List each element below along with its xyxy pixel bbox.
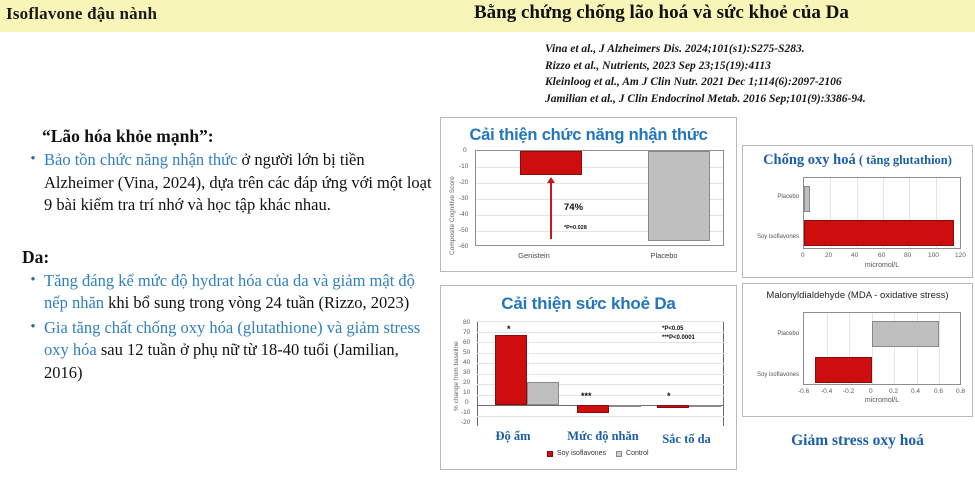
x-category-label: Genistein — [518, 251, 550, 260]
chart-title-main: Chống oxy hoá — [763, 152, 856, 168]
x-axis-label-glutathione: micromol/L — [864, 262, 900, 269]
list-item — [22, 149, 432, 217]
chart-title-sub: ( tăng glutathion) — [855, 153, 952, 167]
y-tick: 50 — [463, 349, 471, 356]
x-category-label: Mức độ nhăn — [567, 429, 639, 443]
significance-marker: *** — [581, 391, 592, 401]
y-tick: 30 — [463, 369, 471, 376]
y-tick: 80 — [463, 319, 471, 326]
y-tick: 70 — [463, 329, 471, 336]
section-heading-skin: Da: — [22, 246, 50, 267]
legend-label-control: Control — [626, 450, 649, 457]
bullet-highlight: Tăng đáng kể mức độ hydrat hóa của da và giảm mật độ nếp nhăn — [44, 270, 415, 312]
legend-swatch-soy — [547, 451, 553, 457]
x-category-label: Độ ẩm — [495, 429, 531, 443]
plot-area-glutathione — [803, 177, 961, 249]
x-tick: 80 — [904, 252, 912, 259]
x-tick: -0.6 — [798, 388, 810, 395]
section-heading-healthy-aging: “Lão hóa khỏe mạnh”: — [42, 126, 214, 146]
x-tick: 60 — [878, 252, 886, 259]
bullet-icon: • — [30, 271, 36, 288]
list-item — [22, 317, 432, 385]
bullet-rest: khi bổ sung trong vòng 24 tuần (Rizzo, 2023) — [104, 293, 410, 312]
annotation-pvalue: *P=0.028 — [564, 225, 587, 231]
bar-control-pigment — [689, 405, 721, 407]
chart-panel-mda — [742, 283, 973, 417]
significance-marker: * — [667, 391, 671, 401]
chart-title-skin: Cải thiện sức khoẻ Da — [501, 294, 676, 313]
x-tick: 40 — [851, 252, 859, 259]
x-tick: 0.2 — [889, 388, 899, 395]
slide-title-left: Isoflavone đậu nành — [6, 4, 158, 23]
body-text-column — [22, 126, 432, 386]
bar-control-moisture — [527, 382, 559, 405]
x-tick: 120 — [955, 252, 966, 259]
bar-soy-wrinkle — [577, 405, 609, 413]
header-bar — [0, 0, 975, 32]
chart-legend-skin — [547, 450, 649, 457]
y-tick: 20 — [463, 379, 471, 386]
y-tick: -40 — [459, 211, 469, 218]
chart-title-cognitive: Cải thiện chức năng nhận thức — [469, 126, 708, 144]
bullet-text — [44, 270, 432, 315]
y-tick: -50 — [459, 227, 469, 234]
x-tick: -0.4 — [821, 388, 833, 395]
x-tick: 0 — [869, 388, 873, 395]
significance-marker: * — [507, 324, 511, 334]
plot-area-cognitive — [475, 150, 724, 246]
y-tick: -20 — [459, 179, 469, 186]
bullet-highlight: Bảo tồn chức năng nhận thức — [44, 150, 238, 169]
y-axis-label-cognitive: Composite Cognitive Score — [449, 176, 456, 255]
spacer — [22, 219, 432, 247]
annotation-pvalue: *P<0.05 — [662, 326, 684, 332]
bullet-text — [44, 149, 432, 217]
reference-item: Rizzo et al., Nutrients, 2023 Sep 23;15(19):4113 — [545, 59, 771, 72]
bar-genistein — [520, 151, 582, 175]
y-tick: -30 — [459, 195, 469, 202]
bullet-icon: • — [30, 151, 36, 167]
x-tick: 0.6 — [934, 388, 944, 395]
bullet-text — [44, 317, 432, 385]
x-category-label: Sắc tố da — [662, 432, 711, 446]
legend-swatch-control — [616, 451, 622, 457]
bullet-rest: ở người lớn bị tiền Alzheimer (Vina, 2024), dựa trên các đáp ứng với một loạt 9 bài kiểm tra trí nhớ và học tập khác nhau. — [44, 150, 432, 214]
x-axis-label-mda: micromol/L — [864, 397, 900, 404]
reference-item: Vina et al., J Alzheimers Dis. 2024;101(s1):S275-S283. — [545, 43, 805, 55]
y-tick: -10 — [461, 409, 471, 416]
plot-area-mda — [803, 312, 961, 385]
y-axis-label-skin: % change from baseline — [453, 341, 460, 411]
bar-soy-moisture — [495, 335, 527, 405]
bar-control-wrinkle — [609, 405, 641, 407]
x-category-label: Placebo — [650, 251, 678, 260]
x-tick: 0.8 — [956, 388, 966, 395]
category-label-placebo: Placebo — [777, 331, 799, 337]
annotation-pvalue: ***P<0.0001 — [662, 335, 695, 341]
bullet-highlight: Gia tăng chất chống oxy hóa (glutathione) và giảm stress oxy hóa — [44, 317, 421, 359]
y-tick: 10 — [463, 389, 471, 396]
bullet-icon: • — [30, 318, 36, 335]
bar-placebo-mda — [872, 321, 940, 347]
bar-soy-pigment — [657, 405, 689, 408]
category-label-soy: Soy isoflavones — [756, 234, 799, 240]
x-tick: 100 — [928, 252, 939, 259]
x-tick: 20 — [825, 252, 833, 259]
y-tick: 0 — [463, 147, 467, 154]
bullet-rest: sau 12 tuần ở phụ nữ từ 18-40 tuổi (Jamilian, 2016) — [44, 340, 399, 382]
y-tick: 0 — [465, 399, 469, 406]
y-tick: -20 — [461, 419, 471, 426]
reference-item: Kleinloog et al., Am J Clin Nutr. 2021 Dec 1;114(6):2097-2106 — [545, 76, 842, 88]
bar-placebo — [648, 151, 710, 241]
y-tick: 40 — [463, 359, 471, 366]
reference-item: Jamilian et al., J Clin Endocrinol Metab. 2016 Sep;101(9):3386-94. — [545, 92, 866, 105]
legend-label-soy: Soy isoflavones — [557, 450, 607, 457]
y-tick: -60 — [459, 243, 469, 250]
x-tick: -0.2 — [843, 388, 855, 395]
chart-title-glutathione — [743, 152, 972, 169]
list-item — [22, 270, 432, 315]
chart-panel-glutathione — [742, 145, 973, 278]
chart-title-mda: Malonyldialdehyde (MDA - oxidative stress) — [766, 290, 949, 301]
chart-panel-skin — [440, 285, 737, 470]
x-tick: 0 — [801, 252, 805, 259]
x-tick: 0.4 — [911, 388, 921, 395]
plot-area-skin — [477, 321, 724, 426]
annotation-percent: 74% — [564, 202, 584, 213]
caption-oxidative-stress: Giảm stress oxy hoá — [791, 432, 924, 449]
bar-soy-glutathione — [804, 220, 954, 246]
bar-soy-mda — [815, 357, 871, 383]
references-list — [545, 41, 970, 107]
y-tick: -10 — [459, 163, 469, 170]
chart-panel-cognitive — [440, 117, 737, 272]
y-tick: 60 — [463, 339, 471, 346]
arrow-shaft — [550, 182, 552, 239]
category-label-placebo: Placebo — [777, 194, 799, 200]
bar-placebo-glutathione — [804, 186, 810, 212]
slide-title-right: Bằng chứng chống lão hoá và sức khoẻ của Da — [474, 2, 849, 23]
category-label-soy: Soy isoflavones — [756, 372, 799, 378]
